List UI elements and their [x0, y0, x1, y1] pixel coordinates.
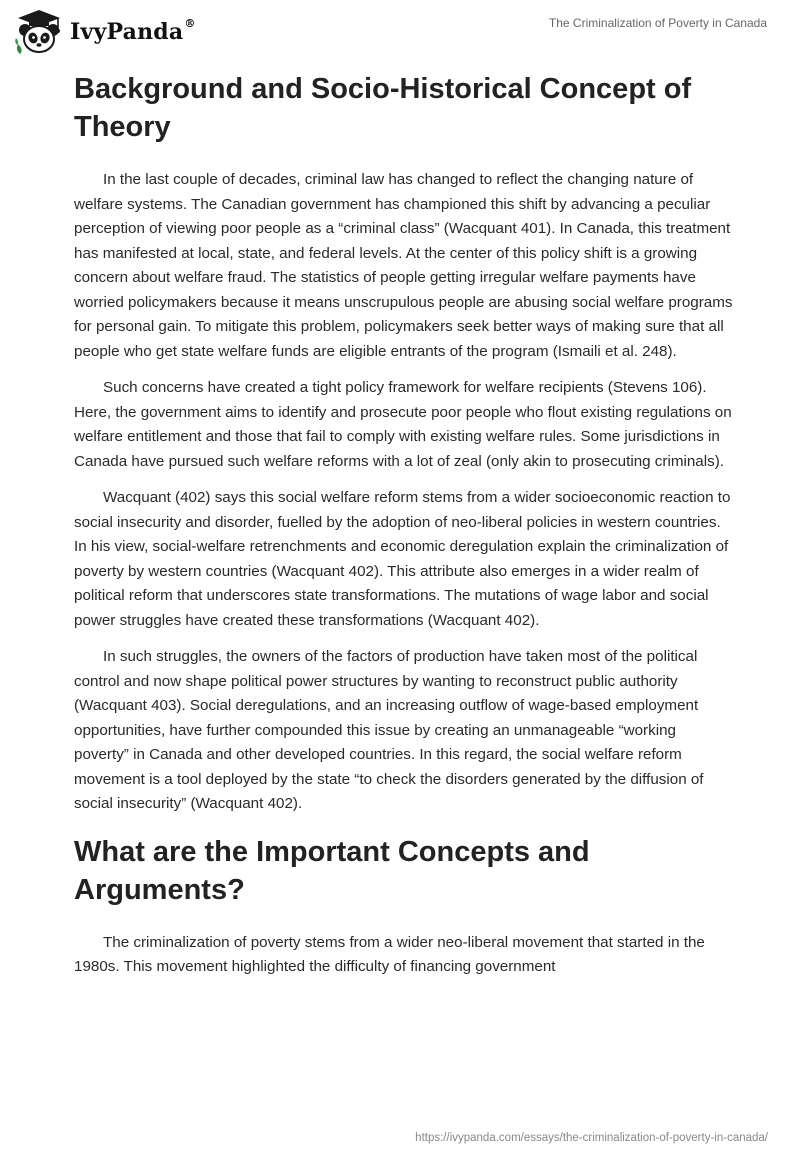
page-header [0, 0, 800, 62]
document-title: The Criminalization of Poverty in Canada [548, 16, 767, 30]
source-url[interactable]: https://ivypanda.com/essays/the-criminalization-of-poverty-in-canada/ [415, 1132, 768, 1144]
section-heading: Background and Socio-Historical Concept of Theory [74, 73, 692, 143]
essay-content [74, 70, 734, 980]
section-heading: What are the Important Concepts and Arguments? [74, 835, 590, 906]
paragraph-text: In the last couple of decades, criminal law has changed to reflect the changing nature of welfare systems. The Canadian government has championed this shift by advancing a peculiar perception of viewing poor people as a “criminal class” (Wacquant 401). In Canada, this treatment has manifested at local, state, and federal levels. At the center of this policy shift is a growing concern about welfare fraud. The statistics of people getting irregular welfare payments have worried policymakers because it means unscrupulous people are abusing social welfare programs for personal gain. To mitigate this problem, policymakers seek better ways of making sure that all people who get state welfare funds are eligible entrants of the program (Ismaili et al. 248). [74, 171, 733, 360]
paragraph-text: Such concerns have created a tight policy framework for welfare recipients (Stevens 106). Here, the government aims to identify and prosecute poor people who flout existing regulations on welfare entitlement and those that fail to comply with existing welfare rules. Some jurisdictions in Canada have pursued such welfare reforms with a lot of zeal (only akin to prosecuting criminals). [74, 379, 732, 470]
paragraph-text: In such struggles, the owners of the factors of production have taken most of the political control and now shape political power structures by wanting to reconstruct public authority (Wacquant 403). Social deregulations, and an increasing outflow of wage-based employment opportunities, have further compounded this issue by creating an unmanageable “working poverty” in Canada and other developed countries. In this regard, the social welfare reform movement is a tool deployed by the state “to check the disorders generated by the diffusion of social insecurity” (Wacquant 402). [74, 648, 704, 812]
paragraph [74, 645, 734, 817]
paragraph [74, 168, 734, 364]
registered-mark: ® [184, 17, 196, 30]
paragraph-text: The criminalization of poverty stems from a wider neo-liberal movement that started in the 1980s. This movement highlighted the difficulty of financing government [74, 933, 705, 975]
paragraph-text: Wacquant (402) says this social welfare reform stems from a wider socioeconomic reaction to social insecurity and disorder, fuelled by the adoption of neo-liberal policies in western countries. In his view, social-welfare retrenchments and economic deregulation explain the criminalization of poverty by western countries (Wacquant 402). This attribute also emerges in a wider realm of political reform that underscores state transformations. The mutations of wage labor and social power struggles have created these transformations (Wacquant 402). [74, 489, 731, 629]
brand-name: IvyPanda® [70, 17, 196, 45]
ivypanda-logo[interactable] [14, 8, 196, 56]
paragraph [74, 486, 734, 633]
paragraph [74, 931, 734, 980]
panda-graduate-icon [14, 8, 64, 56]
paragraph [74, 376, 734, 474]
